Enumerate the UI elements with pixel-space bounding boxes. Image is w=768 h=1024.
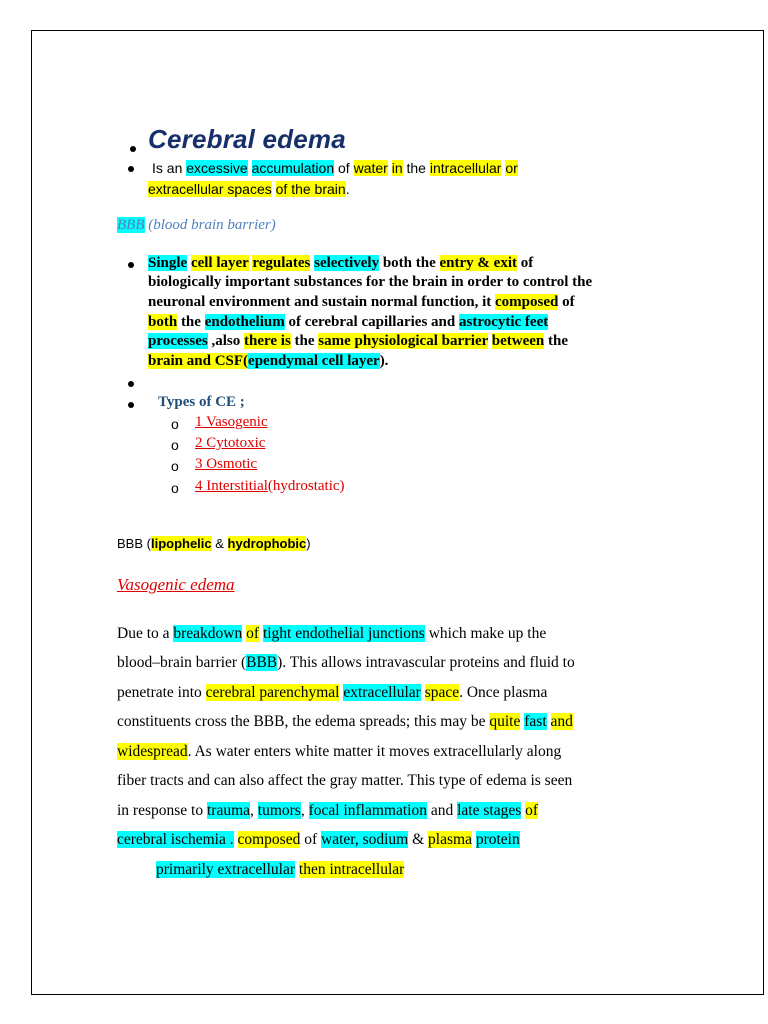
bullet-title [130, 146, 136, 152]
circle-bullet: o [171, 480, 179, 496]
bbb-paragraph-line-6: brain and CSF(ependymal cell layer). [148, 353, 389, 369]
vasogenic-line-1: Due to a breakdown of tight endothelial junctions which make up the [117, 625, 547, 642]
circle-bullet: o [171, 437, 179, 453]
vasogenic-line-6: fiber tracts and can also affect the gray matter. This type of edema is seen [117, 772, 573, 789]
circle-bullet: o [171, 458, 179, 474]
vasogenic-line-2: blood–brain barrier (BBB). This allows intravascular proteins and fluid to [117, 654, 575, 671]
bbb-paragraph-line-1: Single cell layer regulates selectively both the entry & exit of [148, 255, 534, 271]
definition-line-2: extracellular spaces of the brain. [148, 181, 350, 197]
vasogenic-line-7: in response to trauma, tumors, focal inflammation and late stages of [117, 802, 539, 819]
vasogenic-line-5: widespread. As water enters white matter it moves extracellularly along [117, 743, 562, 760]
type-item-vasogenic: 1 Vasogenic [195, 414, 268, 430]
bullet-bbb-paragraph [128, 262, 134, 268]
vasogenic-heading: Vasogenic edema [117, 575, 235, 594]
page-title: Cerebral edema [148, 124, 346, 154]
bbb-heading: BBB (blood brain barrier) [117, 217, 276, 233]
bullet-types [128, 402, 134, 408]
vasogenic-line-3: penetrate into cerebral parenchymal extracellular space. Once plasma [117, 684, 548, 701]
bullet-definition [128, 166, 134, 172]
bullet-empty [128, 381, 134, 387]
type-item-interstitial: 4 Interstitial(hydrostatic) [195, 478, 345, 494]
bbb-paragraph-line-2: biologically important substances for the brain in order to control the [148, 274, 593, 290]
types-label: Types of CE ; [158, 394, 245, 410]
definition-line-1: Is an excessive accumulation of water in the intracellular or [152, 160, 518, 176]
bbb-paragraph-line-5: processes ,also there is the same physiological barrier between the [148, 333, 568, 349]
bbb-paragraph-line-3: neuronal environment and sustain normal function, it composed of [148, 294, 575, 310]
vasogenic-line-9: primarily extracellular then intracellular [156, 861, 405, 878]
circle-bullet: o [171, 416, 179, 432]
vasogenic-line-4: constituents cross the BBB, the edema spreads; this may be quite fast and [117, 713, 573, 730]
bbb-paragraph-line-4: both the endothelium of cerebral capillaries and astrocytic feet [148, 314, 549, 330]
bbb-properties-line: BBB (lipophelic & hydrophobic) [117, 536, 311, 551]
type-item-osmotic: 3 Osmotic [195, 456, 258, 472]
type-item-cytotoxic: 2 Cytotoxic [195, 435, 266, 451]
vasogenic-line-8: cerebral ischemia . composed of water, sodium & plasma protein [117, 831, 520, 848]
